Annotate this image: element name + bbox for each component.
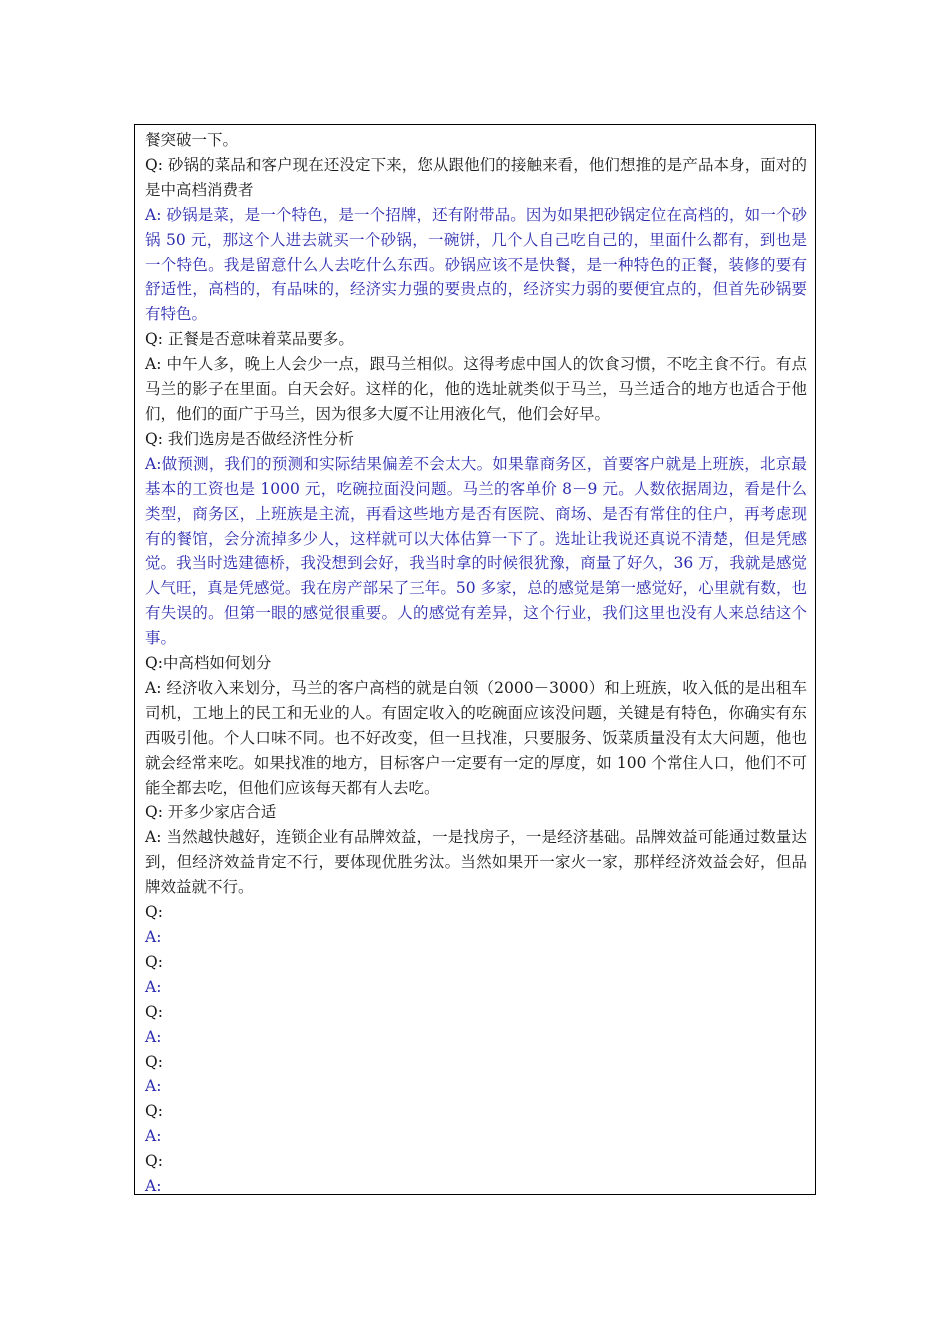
empty-answer-label: A:	[145, 977, 162, 996]
interview-table-cell	[134, 124, 816, 1195]
empty-question-label: Q:	[145, 1002, 163, 1021]
empty-question-label: Q:	[145, 1152, 163, 1171]
empty-answer-label: A:	[145, 1027, 162, 1046]
empty-question-label: Q:	[145, 1052, 163, 1071]
answer-line: A: 中午人多，晚上人会少一点，跟马兰相似。这得考虑中国人的饮食习惯，不吃主食不行。有点马兰的影子在里面。白天会好。这样的化，他的选址就类似于马兰，马兰适合的地方也适合于他们，他们的面广于马兰，因为很多大厦不让用液化气，他们会好早。	[145, 355, 807, 423]
question-line: Q: 我们选房是否做经济性分析	[145, 429, 354, 448]
answer-line: A: 经济收入来划分，马兰的客户高档的就是白领（2000－3000）和上班族，收入低的是出租车司机，工地上的民工和无业的人。有固定收入的吃碗面应该没问题，关键是有特色，你确实有东西吸引他。个人口味不同。也不好改变，但一旦找准，只要服务、饭菜质量没有太大问题，他也就会经常来吃。如果找准的地方，目标客户一定要有一定的厚度，如 100 个常住人口，他们不可能全都去吃，但他们应该每天都有人去吃。	[145, 678, 807, 797]
text-line: 餐突破一下。	[145, 131, 239, 149]
answer-line: A: 当然越快越好，连锁企业有品牌效益，一是找房子，一是经济基础。品牌效益可能通过数量达到，但经济效益肯定不行，要体现优胜劣汰。当然如果开一家火一家，那样经济效益会好，但品牌效益就不行。	[145, 828, 807, 897]
answer-line: A: 砂锅是菜，是一个特色，是一个招牌，还有附带品。因为如果把砂锅定位在高档的，如一个砂锅 50 元，那这个人进去就买一个砂锅，一碗饼，几个人自己吃自己的，里面什么都有，到也是一个特色。我是留意什么人去吃什么东西。砂锅应该不是快餐，是一种特色的正餐，装修的要有舒适性，高档的，有品味的，经济实力强的要贵点的，经济实力弱的要便宜点的，但首先砂锅要有特色。	[145, 205, 807, 324]
question-line: Q: 砂锅的菜品和客户现在还没定下来，您从跟他们的接触来看，他们想推的是产品本身，面对的是中高档消费者	[145, 155, 807, 199]
empty-answer-label: A:	[145, 1077, 162, 1096]
empty-question-label: Q:	[145, 1102, 163, 1121]
empty-answer-label: A:	[145, 1127, 162, 1146]
empty-question-label: Q:	[145, 952, 163, 971]
question-line: Q: 开多少家店合适	[145, 803, 277, 822]
empty-answer-label: A:	[145, 1177, 162, 1196]
answer-line: A:做预测，我们的预测和实际结果偏差不会太大。如果靠商务区，首要客户就是上班族，北京最基本的工资也是 1000 元，吃碗拉面没问题。马兰的客单价 8－9 元。人数依据周边，看是什么类型，商务区，上班族是主流，再看这些地方是否有医院、商场、是否有常住的住户，再考虑现有的餐馆，会分流掉多少人，这样就可以大体估算一下了。选址让我说还真说不清楚，但是凭感觉。我当时选建德桥，我没想到会好，我当时拿的时候很犹豫，商量了好久，36 万，我就是感觉人气旺，真是凭感觉。我在房产部呆了三年。50 多家，总的感觉是第一感觉好，心里就有数，也有失误的。但第一眼的感觉很重要。人的感觉有差异，这个行业，我们这里也没有人来总结这个事。	[145, 454, 807, 648]
empty-answer-label: A:	[145, 928, 162, 946]
question-line: Q:中高档如何划分	[145, 654, 272, 673]
question-line: Q: 正餐是否意味着菜品要多。	[145, 330, 354, 349]
empty-question-label: Q:	[145, 903, 163, 922]
